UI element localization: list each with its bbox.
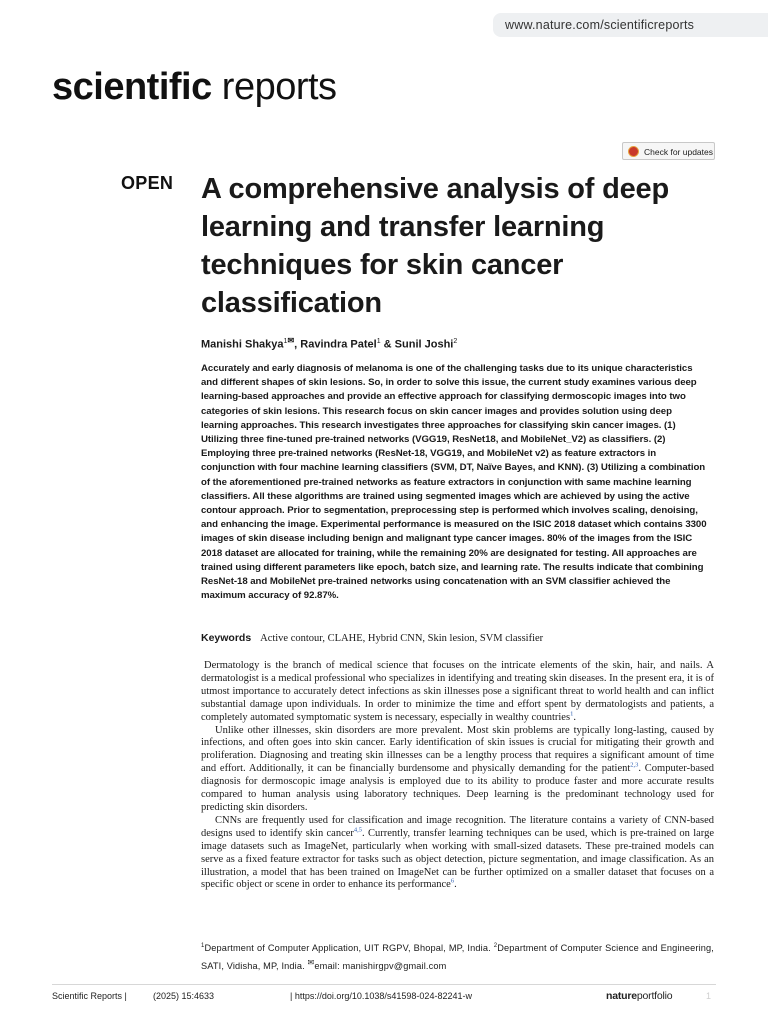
logo-reports: reports: [211, 66, 337, 108]
envelope-icon: ✉: [307, 957, 315, 967]
paragraph-text: Unlike other illnesses, skin disorders are more prevalent. Most skin problems are typically long-lasting, caused by infections, and often goes into skin cancer. Early identification of skin issues is crucial for mitigating their growth and proliferation. Diagnosing and treating skin illnesses can be a lengthy process that requires a significant amount of time and effort. Additionally, it can be financially burdensome and physically demanding for the patient: [201, 724, 714, 775]
keywords-list: Active contour, CLAHE, Hybrid CNN, Skin lesion, SVM classifier: [260, 633, 544, 644]
author-list: [201, 334, 721, 352]
paragraph-text: Dermatology is the branch of medical science that focuses on the intricate elements of the skin, hair, and nails. A dermatologist is a medical professional who specializes in identifying and treating skin diseases. In the present era, it is of utmost importance to accurately detect infections as skin illnesses pose a significant threat to world health and can inflict substantial damage upon individuals. In order to minimize the time and effort spent by dermatologists and patients, a completely automated symptomatic system is necessary, especially in wealthy countries: [201, 660, 714, 723]
author-affiliation-ref: 2: [453, 338, 458, 345]
affiliation-text: Department of Computer Application, UIT RGPV, Bhopal, MP, India.: [204, 943, 494, 954]
citation-link[interactable]: 4,5: [353, 826, 363, 834]
author-name[interactable]: Ravindra Patel: [300, 338, 377, 351]
footer-issue: (2025) 15:4633: [153, 991, 215, 1001]
nature-portfolio-logo: [606, 990, 672, 1002]
journal-url[interactable]: www.nature.com/scientificreports: [493, 13, 716, 37]
article-body: [201, 660, 714, 892]
paragraph-text: .: [573, 711, 576, 723]
abstract: Accurately and early diagnosis of melanoma is one of the challenging tasks due to its unique characteristics and different shapes of skin lesions. So, in order to solve this issue, the current study examines various deep learning-based approaches and provide an effective approach for classifying dermoscopic images into two categories of skin lesions. This research focus on skin cancer images and provides solution using deep learning approaches. This research investigates three approaches for classifying skin cancer images. (1) Utilizing three fine-tuned pre-trained networks (VGG19, ResNet18, and MobileNet_V2) as classifiers. (2) Employing three pre-trained networks (ResNet-18, VGG19, and MobileNet v2) as feature extractors in conjunction with four machine learning classifiers (SVM, DT, Naïve Bayes, and KNN). (3) Utilizing a combination of the aforementioned pre-trained networks as feature extractors in conjunction with same machine learning classifiers. All these algorithms are trained using segmented images which are achieved by using the active contour approach. Prior to segmentation, preprocessing step is performed which involves scaling, denoising, and enhancing the image. Experimental performance is measured on the ISIC 2018 dataset which contains 3300 images of skin disease including benign and malignant type cancer images. 80% of the images from the ISIC 2018 dataset are allocated for training, while the remaining 20% are designated for testing. All approaches are trained using different parameters like epoch, batch size, and learning rate. The results indicate that combining ResNet-18 and MobileNet pre-trained networks using concatenation with an SVM classifier achieved the maximum accuracy of 92.87%.: [201, 363, 707, 602]
logo-nature: nature: [606, 990, 637, 1002]
paragraph-text: . Currently, transfer learning techniques can be used, which is pre-trained on large image datasets such as ImageNet, particularly when working with small-sized datasets. These pre-trained models can serve as a fixed feature extractor for tasks such as object detection, picture segmentation, and image classification. As an illustration, a model that has been trained on ImageNet can be further optimized on a smaller dataset that focuses on a specific object or scene in order to enhance its performance: [201, 827, 715, 891]
affiliation-number: 2: [493, 943, 498, 949]
logo-scientific: scientific: [52, 66, 212, 108]
crossmark-icon: [628, 146, 639, 157]
author-name[interactable]: Sunil Joshi: [394, 338, 454, 351]
paragraph-text: . Computer-based diagnosis for dermoscopic image analysis is employed due to its ability to produce faster and more accurate results compared to human analysis using laboratory techniques. Deep learning is the predominant technology used for predicting skin disorders.: [201, 763, 714, 813]
affiliations: [201, 939, 714, 973]
author-affiliation-ref: 1: [376, 338, 381, 345]
page-number: 1: [706, 991, 712, 1001]
article-title: A comprehensive analysis of deep learning and transfer learning techniques for skin cancer classification: [201, 173, 669, 319]
paragraph: [201, 725, 714, 815]
author-name[interactable]: Manishi Shakya: [201, 338, 284, 351]
keywords-label: Keywords: [201, 632, 252, 644]
envelope-icon[interactable]: ✉: [287, 336, 295, 345]
affiliation-text: Department of Computer Science and Engineering, SATI, Vidisha, MP, India.: [201, 943, 714, 971]
email-label: email:: [314, 960, 343, 971]
keywords: [201, 631, 721, 646]
paragraph: [201, 660, 714, 725]
footer-divider: [52, 984, 716, 985]
affiliation-number: 1: [201, 943, 205, 949]
citation-link[interactable]: 6: [450, 877, 455, 885]
logo-portfolio: portfolio: [636, 990, 673, 1002]
author-separator: &: [380, 338, 395, 351]
paragraph-text: CNNs are frequently used for classification and image recognition. The literature contains a variety of CNN-based designs used to identify skin cancer: [201, 814, 714, 839]
author-affiliation-ref: 1: [283, 338, 288, 345]
open-access-label: OPEN: [121, 173, 174, 193]
citation-link[interactable]: 2,3: [630, 761, 639, 769]
footer-journal: Scientific Reports |: [52, 991, 127, 1001]
paragraph: [201, 815, 714, 892]
email-link[interactable]: manishirgpv@gmail.com: [342, 960, 447, 971]
footer-doi-link[interactable]: | https://doi.org/10.1038/s41598-024-82241-w: [290, 991, 472, 1001]
journal-logo: [52, 64, 337, 110]
citation-link[interactable]: 1: [570, 710, 574, 718]
check-for-updates-label: Check for updates: [644, 147, 713, 157]
paragraph-text: .: [454, 879, 457, 891]
author-separator: ,: [294, 338, 301, 351]
check-for-updates-button[interactable]: [622, 142, 715, 160]
